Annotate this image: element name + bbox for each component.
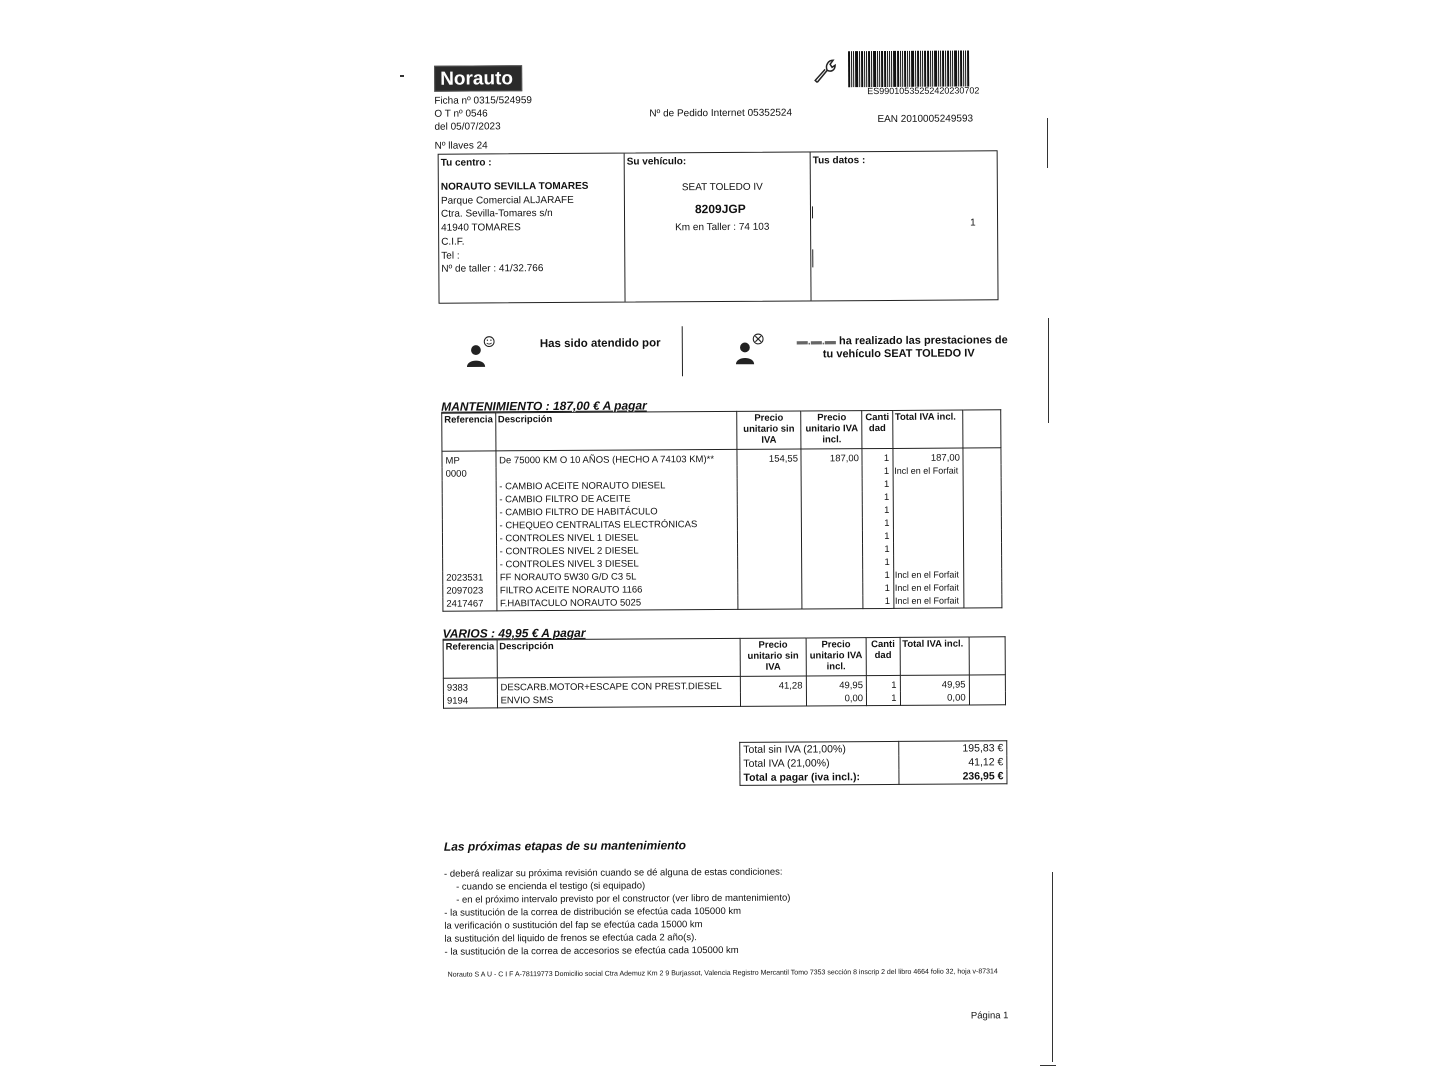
total-label: Total IVA (21,00%) (740, 756, 899, 771)
description-cell: - CONTROLES NIVEL 2 DIESEL (496, 544, 737, 558)
unit-price-vat-cell (802, 465, 863, 478)
scan-edge (1048, 318, 1049, 423)
centro-line: Parque Comercial ALJARAFE (440, 194, 574, 207)
varios-title: VARIOS : 49,95 € A pagar (442, 625, 586, 641)
description-cell: - CAMBIO FILTRO DE ACEITE (496, 492, 737, 506)
empty-cell (964, 568, 1002, 581)
description-cell: ENVIO SMS (497, 693, 741, 708)
unit-price-vat-cell: 187,00 (801, 449, 862, 466)
internet-order: Nº de Pedido Internet 05352524 (649, 107, 793, 120)
centro-name: NORAUTO SEVILLA TOMARES (440, 180, 589, 193)
ean-code: EAN 2010005249593 (877, 113, 974, 126)
description-cell: - CAMBIO FILTRO DE HABITÁCULO (496, 505, 737, 519)
unit-price-cell (741, 692, 806, 706)
col-desc: Descripción (495, 411, 736, 450)
col-cant: Cantidad (862, 410, 892, 448)
description-cell: F.HABITACULO NORAUTO 5025 (496, 596, 737, 611)
unit-price-vat-cell (802, 595, 863, 609)
empty-cell (964, 555, 1002, 568)
col-pu-sin: Precio unitario sin IVA (740, 638, 806, 676)
total-cell (893, 504, 964, 517)
performed-text: ▬.▬.▬ ha realizado las prestaciones de (796, 334, 1008, 348)
ref-cell: 2023531 (443, 571, 497, 584)
col-pu-incl: Precio unitario IVA incl. (806, 638, 867, 676)
barcode-text: ES9901053525242023070​2 (867, 85, 980, 97)
barcode-icon (848, 50, 997, 87)
total-cell (893, 478, 964, 491)
description-cell: De 75000 KM O 10 AÑOS (HECHO A 74103 KM)** (496, 449, 737, 467)
next-step-line: - en el próximo intervalo previsto por el constructor (ver libro de mantenimiento) (456, 892, 791, 906)
ref-cell (442, 519, 496, 532)
empty-cell (964, 516, 1002, 529)
total-cell: 0,00 (900, 691, 969, 705)
total-row (740, 741, 1007, 757)
mantenimiento-table (441, 409, 1002, 611)
unit-price-cell (737, 517, 802, 530)
total-cell: Incl en el Forfait (893, 595, 964, 609)
unit-price-vat-cell (802, 504, 863, 517)
ref-cell (442, 506, 496, 519)
total-cell: Incl en el Forfait (893, 465, 964, 478)
quantity-cell: 1 (863, 478, 893, 491)
total-label: Total sin IVA (21,00%) (740, 741, 899, 756)
served-by-text: Has sido atendido por (539, 337, 661, 351)
empty-cell (964, 529, 1002, 542)
empty-cell (964, 477, 1002, 490)
vehiculo-model: SEAT TOLEDO IV (681, 181, 763, 194)
total-value: 195,83 € (899, 741, 1007, 756)
advisor-avatar-icon (467, 333, 495, 369)
centro-label: Tu centro : (440, 157, 492, 169)
col-total: Total IVA incl. (900, 637, 969, 675)
total-value: 41,12 € (899, 755, 1007, 770)
ref-cell: 0000 (442, 467, 496, 480)
total-cell (893, 556, 964, 569)
quantity-cell: 1 (863, 543, 893, 556)
datos-mark: 1 (970, 217, 976, 229)
ref-cell: 2097023 (443, 584, 497, 597)
centro-line: 41940 TOMARES (441, 222, 521, 234)
empty-cell (963, 448, 1001, 465)
col-total: Total IVA incl. (892, 410, 963, 448)
table-row (443, 594, 1002, 611)
logo-text: Norauto (440, 68, 514, 90)
total-cell: 187,00 (893, 448, 964, 465)
mantenimiento-title: MANTENIMIENTO : 187,00 € A pagar (441, 398, 647, 414)
unit-price-cell: 41,28 (741, 676, 806, 693)
ref-cell: 2417467 (443, 597, 497, 611)
empty-cell (964, 503, 1002, 516)
quantity-cell: 1 (863, 517, 893, 530)
quantity-cell: 1 (863, 582, 893, 595)
unit-price-vat-cell (802, 491, 863, 504)
unit-price-vat-cell (802, 517, 863, 530)
col-pu-sin: Precio unitario sin IVA (736, 411, 801, 449)
empty-cell (969, 691, 1005, 705)
unit-price-vat-cell (802, 569, 863, 582)
col-pu-incl: Precio unitario IVA incl. (801, 411, 862, 449)
unit-price-vat-cell: 49,95 (806, 676, 867, 693)
centro-line: Nº de taller : 41/32.766 (441, 263, 544, 275)
quantity-cell: 1 (863, 595, 893, 609)
empty-cell (964, 594, 1002, 608)
description-cell: - CONTROLES NIVEL 1 DIESEL (496, 531, 737, 545)
next-steps-list (444, 866, 791, 959)
total-cell (893, 530, 964, 543)
datos-label: Tus datos : (812, 155, 866, 167)
description-cell: FF NORAUTO 5W30 G/D C3 5L (496, 570, 737, 584)
description-cell: - CAMBIO ACEITE NORAUTO DIESEL (496, 479, 737, 493)
total-label: Total a pagar (iva incl.): (740, 770, 899, 785)
quantity-cell: 1 (863, 491, 893, 504)
scan-mark (400, 75, 404, 77)
ref-cell: 9194 (443, 694, 497, 708)
next-step-line: la sustitución del liquido de frenos se efectúa cada 2 año(s). (444, 932, 697, 945)
centro-line: Tel : (441, 250, 460, 262)
centro-line: C.I.F. (441, 236, 465, 248)
totals-table (739, 740, 1007, 786)
next-steps-title: Las próximas etapas de su mantenimiento (443, 838, 686, 854)
total-cell: Incl en el Forfait (893, 569, 964, 582)
quantity-cell: 1 (862, 448, 892, 465)
unit-price-vat-cell (802, 582, 863, 595)
unit-price-cell (737, 530, 802, 543)
divider (682, 326, 683, 376)
vehiculo-plate: 8209JGP (694, 201, 746, 217)
empty-cell (969, 675, 1005, 692)
unit-price-cell (737, 479, 802, 492)
quantity-cell: 1 (863, 556, 893, 569)
description-cell: DESCARB.MOTOR+ESCAPE CON PREST.DIESEL (497, 676, 741, 694)
varios-table (443, 636, 1006, 708)
ficha-number: Ficha nº 0315/524959 (434, 95, 532, 107)
next-step-line: - la sustitución de la correa de distribución se efectúa cada 105000 km (444, 905, 742, 919)
description-cell: - CHEQUEO CENTRALITAS ELECTRÓNICAS (496, 518, 737, 532)
total-cell: 49,95 (900, 675, 969, 692)
table-row (443, 691, 1005, 708)
total-value: 236,95 € (899, 769, 1007, 784)
quantity-cell: 1 (867, 692, 901, 706)
centro-line: Ctra. Sevilla-Tomares s/n (440, 208, 553, 220)
unit-price-cell (737, 543, 802, 556)
mechanic-avatar-icon (736, 331, 764, 367)
unit-price-vat-cell: 0,00 (806, 692, 867, 706)
scan-edge (1047, 118, 1048, 168)
ref-cell (443, 558, 497, 571)
next-step-line: - la sustitución de la correa de accesorios se efectúa cada 105000 km (444, 944, 739, 958)
unit-price-cell: 154,55 (737, 449, 802, 466)
order-date: del 05/07/2023 (434, 121, 501, 133)
empty-cell (963, 464, 1001, 477)
quantity-cell: 1 (863, 530, 893, 543)
unit-price-cell (737, 504, 802, 517)
ot-number: O T nº 0546 (434, 108, 488, 120)
total-cell (893, 543, 964, 556)
description-cell: FILTRO ACEITE NORAUTO 1166 (496, 583, 737, 597)
col-cant: Cantidad (866, 637, 900, 675)
empty-cell (964, 581, 1002, 594)
unit-price-vat-cell (802, 556, 863, 569)
total-row (740, 769, 1007, 785)
unit-price-vat-cell (802, 530, 863, 543)
ref-cell (442, 493, 496, 506)
ref-cell (443, 545, 497, 558)
unit-price-cell (737, 569, 802, 582)
unit-price-cell (737, 466, 802, 479)
quantity-cell: 1 (863, 504, 893, 517)
vehiculo-label: Su vehículo: (626, 156, 687, 168)
unit-price-cell (737, 556, 802, 569)
keys-number: Nº llaves 24 (434, 140, 488, 152)
page-number: Página 1 (970, 1010, 1009, 1022)
empty-cell (964, 542, 1002, 555)
col-ref: Referencia (442, 413, 496, 451)
norauto-logo (434, 65, 522, 92)
total-cell (893, 517, 964, 530)
vehiculo-km: Km en Taller : 74 103 (675, 221, 770, 234)
ref-cell (442, 532, 496, 545)
wrench-icon (813, 57, 837, 85)
ref-cell (442, 480, 496, 493)
description-cell: - CONTROLES NIVEL 3 DIESEL (496, 557, 737, 571)
scan-edge (1052, 872, 1053, 1062)
next-step-line: la verificación o sustitución del fap se efectúa cada 15000 km (444, 919, 703, 932)
unit-price-vat-cell (802, 543, 863, 556)
quantity-cell: 1 (866, 675, 900, 692)
performed-line-1: ha realizado las prestaciones de (838, 334, 1008, 348)
empty-cell (964, 490, 1002, 503)
scan-edge (1040, 1065, 1056, 1066)
col-desc: Descripción (497, 638, 741, 677)
next-step-line: - deberá realizar su próxima revisión cuando se dé alguna de estas condiciones: (444, 866, 783, 880)
unit-price-cell (738, 595, 803, 609)
legal-footer: Norauto S A U - C I F A-78119773 Domicilio social Ctra Ademuz Km 2 9 Burjassot, Valencia Registro Mercantil Tomo 7353 sección 8 inscrip 2 del libro 4664 folio 32, hoja v-87314 (447, 968, 998, 979)
col-ref: Referencia (443, 640, 497, 678)
next-step-line: - cuando se encienda el testigo (si equipado) (456, 880, 646, 893)
performed-line-2: tu vehículo SEAT TOLEDO IV (822, 347, 975, 361)
total-cell (893, 491, 964, 504)
ref-cell: MP (442, 451, 496, 468)
quantity-cell: 1 (863, 569, 893, 582)
unit-price-cell (737, 492, 802, 505)
unit-price-vat-cell (802, 478, 863, 491)
ref-cell: 9383 (443, 678, 497, 695)
quantity-cell: 1 (862, 465, 892, 478)
unit-price-cell (737, 582, 802, 595)
total-cell: Incl en el Forfait (893, 582, 964, 595)
